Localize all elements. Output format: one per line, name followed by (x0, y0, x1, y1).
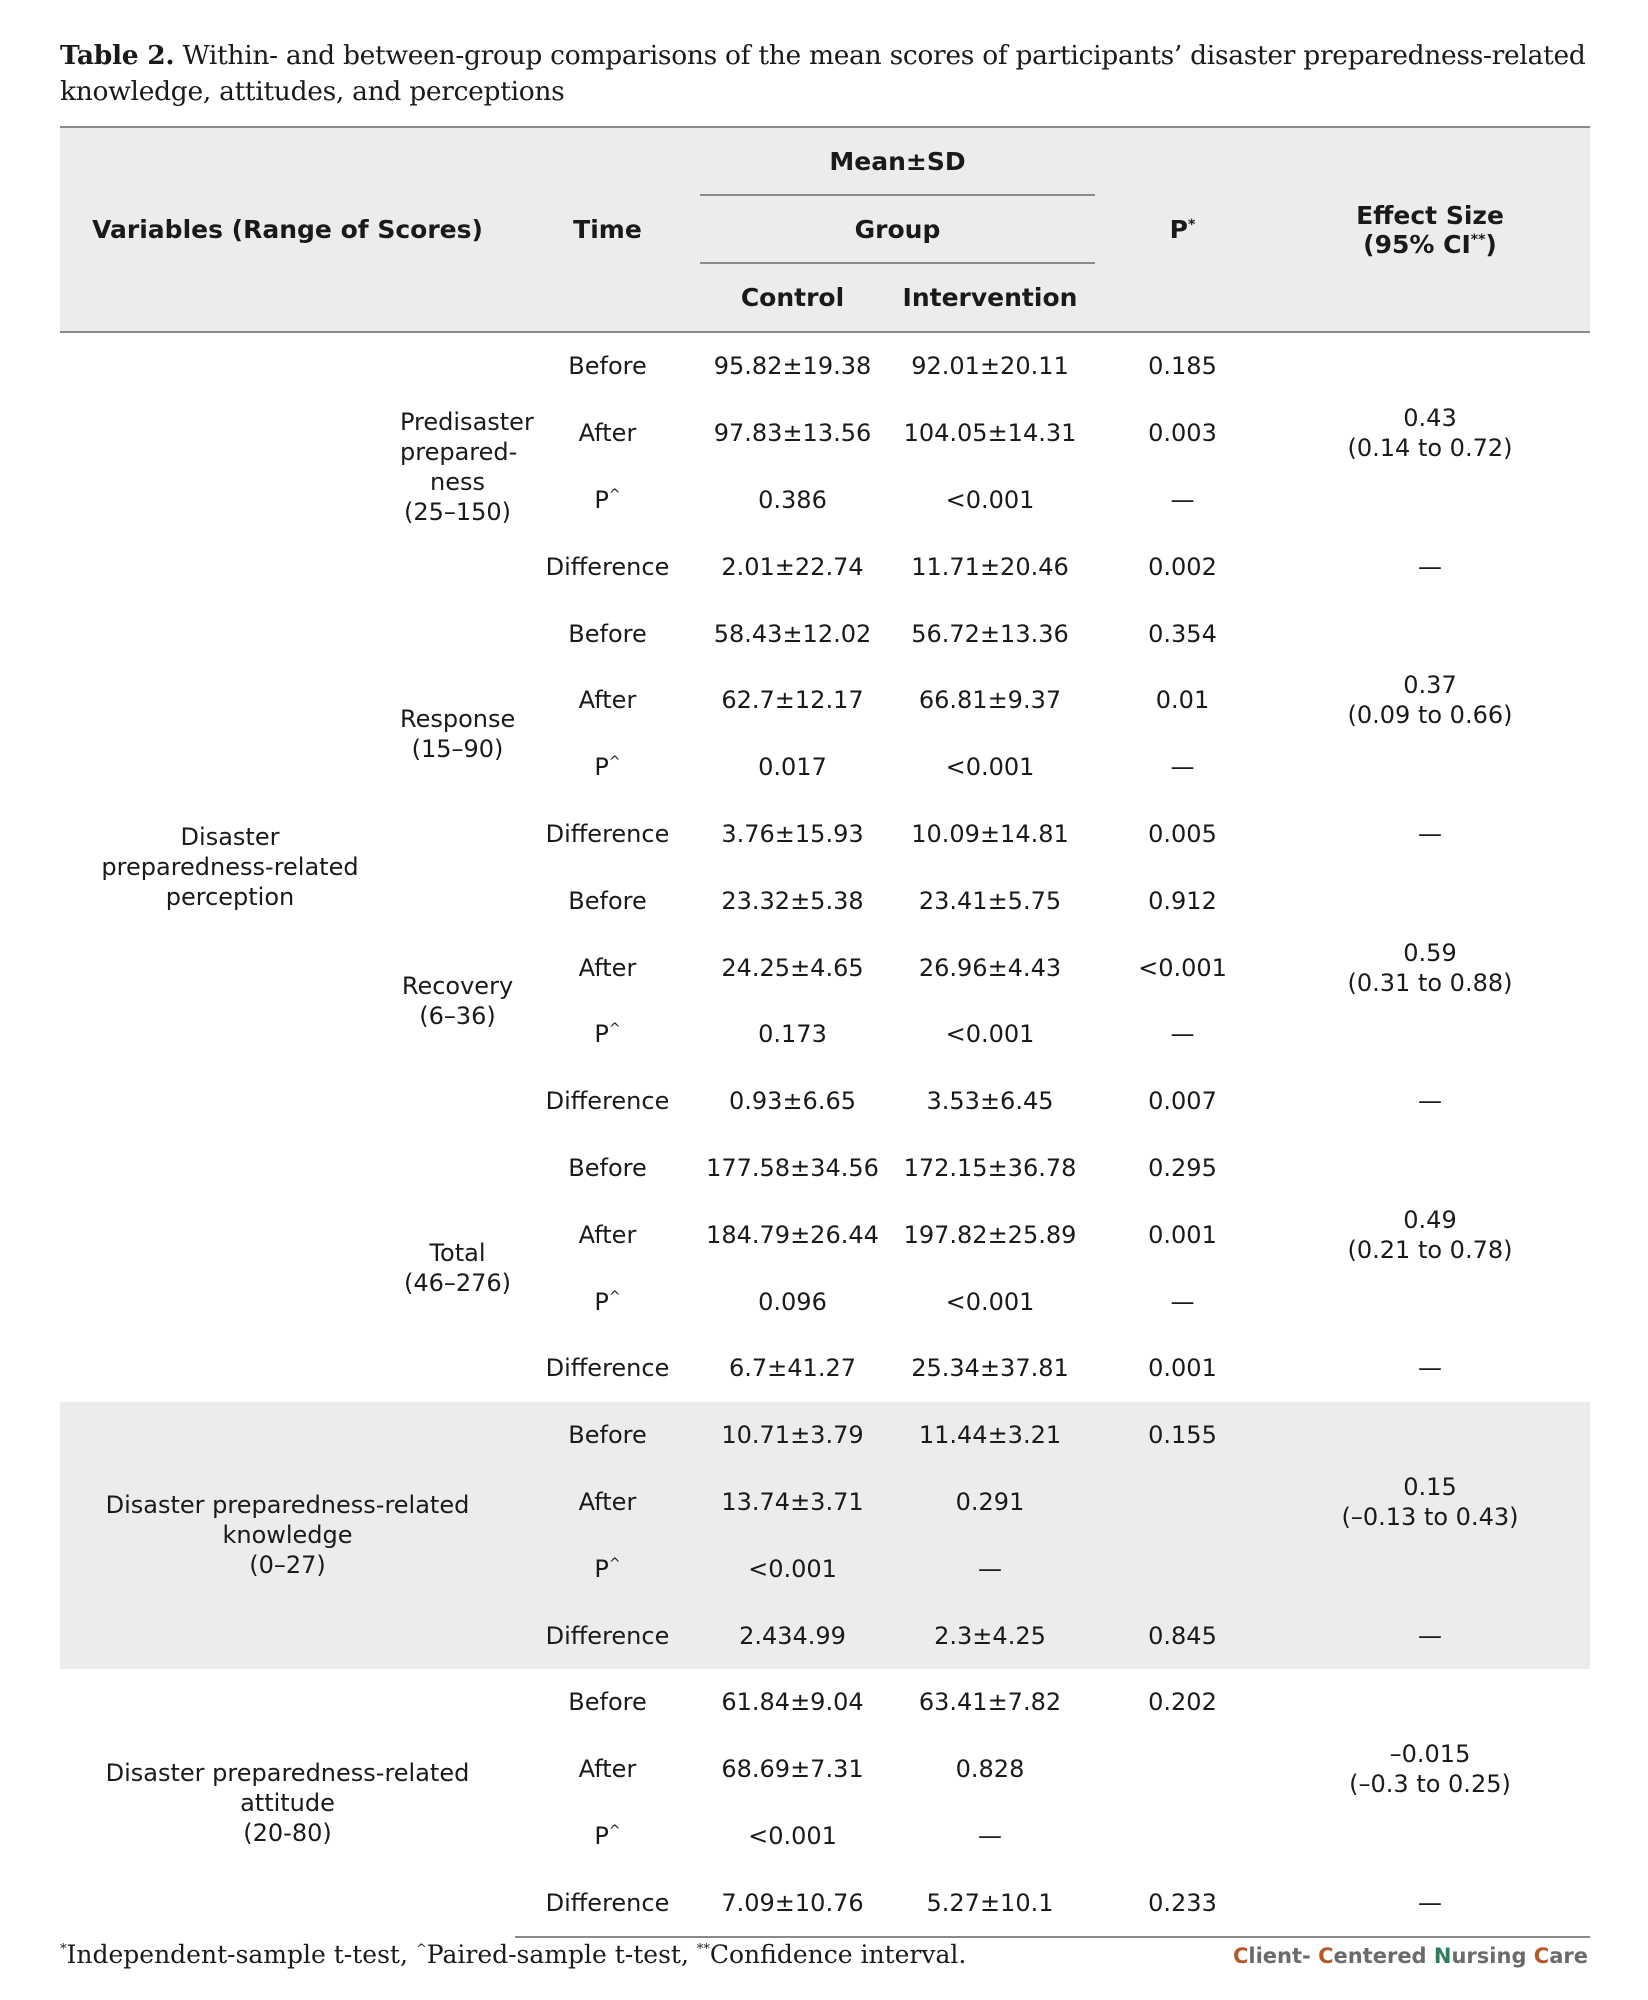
p-value-cell: 0.003 (1148, 419, 1217, 448)
effect-size-ci: (0.31 to 0.88) (1347, 968, 1513, 997)
header-effect-line2 (1270, 230, 1590, 259)
variable-knowledge: Disaster preparedness-related knowledge (0–27) (60, 1402, 515, 1669)
footnote-text-3: Confidence interval. (709, 1940, 967, 1969)
p-value-cell (1095, 1535, 1270, 1602)
header-p-text: P (1169, 215, 1188, 244)
time-cell (515, 1335, 700, 1402)
intervention-cell: <0.001 (945, 753, 1035, 782)
time-label: After (578, 1755, 637, 1784)
effect-size-cell: — (1418, 819, 1442, 848)
control-cell: 0.93±6.65 (729, 1087, 856, 1116)
time-label: P (594, 485, 609, 514)
table-row (60, 1402, 1590, 1469)
effect-size-cell: — (1418, 1354, 1442, 1383)
effect-size-ci: (0.09 to 0.66) (1347, 701, 1513, 730)
time-label: Before (568, 1153, 647, 1182)
sub-variable: Response (15–90) (400, 704, 516, 763)
time-cell (515, 600, 700, 667)
intervention-cell: 11.44±3.21 (885, 1402, 1095, 1469)
header-time: Time (515, 128, 700, 332)
header-effect-line1: Effect Size (1356, 200, 1504, 230)
control-cell: 97.83±13.56 (713, 419, 872, 448)
time-cell (515, 1535, 700, 1602)
p-value-cell: 0.354 (1148, 619, 1217, 648)
time-label: P (594, 753, 609, 782)
header-group: Group (700, 195, 1095, 263)
intervention-cell: 10.09±14.81 (911, 819, 1069, 848)
intervention-cell: 25.34±37.81 (911, 1354, 1069, 1383)
control-cell: 0.096 (758, 1287, 827, 1316)
intervention-cell: 23.41±5.75 (918, 886, 1062, 915)
control-cell: 13.74±3.71 (700, 1469, 885, 1536)
control-cell: 3.76±15.93 (721, 819, 864, 848)
time-cell (515, 734, 700, 801)
table-row (60, 333, 1590, 400)
caption-label: Table 2. (60, 40, 175, 71)
time-cell (515, 1068, 700, 1135)
footnote-mark-3: ** (696, 1942, 710, 1957)
time-label: Difference (545, 819, 670, 848)
sub-variable: Predisaster prepared- ness (25–150) (400, 407, 534, 526)
effect-size-ci: (–0.13 to 0.43) (1341, 1502, 1519, 1531)
p-value-cell: — (1170, 1287, 1195, 1316)
p-value-cell: 0.001 (1148, 1354, 1217, 1383)
effect-size-value: –0.015 (1389, 1740, 1471, 1769)
time-label: P (594, 1821, 609, 1850)
intervention-cell: 26.96±4.43 (918, 953, 1062, 982)
time-label: Difference (545, 552, 670, 581)
time-label: Difference (545, 1087, 670, 1116)
control-cell: 2.434.99 (700, 1602, 885, 1669)
header-effect-mark: ** (1470, 231, 1486, 248)
table-header (60, 128, 1590, 333)
effect-size-cell (1270, 867, 1590, 1067)
p-value-cell: 0.01 (1155, 686, 1210, 715)
intervention-cell: 5.27±10.1 (885, 1869, 1095, 1937)
p-value-cell: — (1170, 753, 1195, 782)
control-cell: 62.7±12.17 (721, 686, 864, 715)
control-cell: 23.32±5.38 (721, 886, 864, 915)
time-label: After (578, 1487, 637, 1516)
header-p (1095, 128, 1270, 332)
effect-size-value: 0.37 (1403, 671, 1457, 700)
control-cell: 10.71±3.79 (700, 1402, 885, 1469)
control-cell: 177.58±34.56 (706, 1153, 879, 1182)
header-intervention: Intervention (885, 263, 1095, 332)
effect-size-value: 0.49 (1403, 1205, 1457, 1234)
p-value-cell: 0.202 (1148, 1688, 1217, 1717)
time-cell (515, 934, 700, 1001)
intervention-cell: 104.05±14.31 (903, 419, 1077, 448)
time-cell (515, 867, 700, 934)
time-cell (515, 1201, 700, 1268)
effect-size-value: 0.15 (1403, 1472, 1457, 1501)
header-variables: Variables (Range of Scores) (60, 128, 515, 332)
control-cell: 6.7±41.27 (729, 1354, 856, 1383)
p-value-cell: 0.155 (1095, 1402, 1270, 1469)
p-value-cell: 0.185 (1148, 352, 1217, 381)
control-cell: 95.82±19.38 (713, 352, 872, 381)
table-body (60, 333, 1590, 1937)
p-value-cell: — (1170, 485, 1195, 514)
intervention-cell: — (885, 1535, 1095, 1602)
time-cell (515, 1869, 700, 1937)
time-cell (515, 1268, 700, 1335)
time-label: P (594, 1554, 609, 1583)
p-value-cell: 0.007 (1148, 1087, 1217, 1116)
p-value-cell: 0.002 (1148, 552, 1217, 581)
table-footnote (60, 1940, 966, 1969)
time-mark: ^ (608, 1555, 621, 1572)
time-cell (515, 533, 700, 600)
intervention-cell: <0.001 (945, 485, 1035, 514)
time-label: Before (568, 1688, 647, 1717)
effect-size-value: 0.59 (1403, 938, 1457, 967)
p-value-cell: — (1170, 1020, 1195, 1049)
effect-size-value: 0.43 (1403, 404, 1457, 433)
p-value-cell: 0.912 (1148, 886, 1217, 915)
time-label: After (578, 1220, 637, 1249)
effect-size-ci: (0.21 to 0.78) (1347, 1235, 1513, 1264)
time-mark: ^ (608, 1822, 621, 1839)
table-row (60, 1669, 1590, 1736)
footnote-text-2: Paired-sample t-test, (426, 1940, 697, 1969)
intervention-cell: <0.001 (945, 1287, 1035, 1316)
table-caption (60, 38, 1596, 110)
time-mark: ^ (608, 1021, 621, 1038)
effect-size-cell: — (1418, 1087, 1442, 1116)
intervention-cell: 2.3±4.25 (885, 1602, 1095, 1669)
intervention-cell: 0.828 (955, 1755, 1025, 1784)
time-label: After (578, 953, 637, 982)
intervention-cell: 11.71±20.46 (911, 552, 1069, 581)
header-effect-close: ) (1485, 229, 1497, 259)
effect-size-cell (1270, 1669, 1590, 1869)
time-cell (515, 1736, 700, 1803)
control-cell: 58.43±12.02 (713, 619, 872, 648)
effect-size-ci: (–0.3 to 0.25) (1349, 1770, 1511, 1799)
header-p-mark: * (1188, 217, 1196, 233)
time-label: Before (568, 619, 647, 648)
time-cell (515, 1469, 700, 1536)
time-cell (515, 667, 700, 734)
effect-size-cell (1270, 333, 1590, 533)
p-value-cell: 0.845 (1095, 1602, 1270, 1669)
header-control: Control (700, 263, 885, 332)
control-cell: 68.69±7.31 (721, 1755, 864, 1784)
intervention-cell: 63.41±7.82 (918, 1688, 1062, 1717)
intervention-cell: — (978, 1821, 1002, 1850)
time-mark: ^ (608, 1288, 621, 1305)
effect-size-cell (1270, 1402, 1590, 1602)
intervention-cell: 197.82±25.89 (903, 1220, 1077, 1249)
p-value-cell (1095, 1469, 1270, 1536)
control-cell: 24.25±4.65 (721, 953, 864, 982)
control-cell: 61.84±9.04 (721, 1688, 864, 1717)
time-mark: ^ (608, 486, 621, 503)
time-label: Difference (545, 1354, 670, 1383)
control-cell: 0.173 (758, 1020, 827, 1049)
control-cell: <0.001 (700, 1535, 885, 1602)
variable-attitude: Disaster preparedness-related attitude (20-80) (105, 1759, 470, 1848)
control-cell: 0.017 (758, 753, 827, 782)
p-value-cell: 0.295 (1148, 1153, 1217, 1182)
time-mark: ^ (608, 754, 621, 771)
time-cell (515, 1001, 700, 1068)
header-mean-sd: Mean±SD (700, 128, 1095, 195)
time-label: P (594, 1020, 609, 1049)
variable-perception: Disaster preparedness-related perception (101, 823, 359, 912)
effect-size-cell: — (1270, 1602, 1590, 1669)
effect-size-cell: — (1418, 552, 1442, 581)
journal-logo: Client- Centered Nursing Care (1232, 1944, 1588, 1968)
intervention-cell: 172.15±36.78 (903, 1153, 1077, 1182)
intervention-cell: 92.01±20.11 (911, 352, 1069, 381)
footnote-mark-1: * (60, 1942, 67, 1957)
time-label: Difference (545, 1888, 670, 1917)
time-label: Difference (545, 1621, 670, 1650)
p-value-cell (1095, 1803, 1270, 1870)
control-cell: 7.09±10.76 (700, 1869, 885, 1937)
effect-size-cell (1270, 1135, 1590, 1335)
time-cell (515, 400, 700, 467)
results-table-wrapper (60, 126, 1590, 1938)
time-label: Before (568, 352, 647, 381)
header-effect-size (1270, 128, 1590, 332)
time-cell (515, 801, 700, 868)
control-cell: 184.79±26.44 (706, 1220, 879, 1249)
p-value-cell: 0.005 (1148, 819, 1217, 848)
time-cell (515, 1135, 700, 1202)
p-value-cell: 0.001 (1148, 1220, 1217, 1249)
header-effect-ci: (95% CI (1363, 229, 1471, 259)
time-label: P (594, 1287, 609, 1316)
time-label: After (578, 419, 637, 448)
intervention-cell: 56.72±13.36 (911, 619, 1069, 648)
results-table (60, 128, 1590, 1938)
time-cell (515, 333, 700, 400)
intervention-cell: 0.291 (885, 1469, 1095, 1536)
time-label: After (578, 686, 637, 715)
p-value-cell: 0.233 (1095, 1869, 1270, 1937)
control-cell: <0.001 (748, 1821, 837, 1850)
time-cell (515, 467, 700, 534)
control-cell: 0.386 (758, 485, 827, 514)
effect-size-ci: (0.14 to 0.72) (1347, 434, 1513, 463)
time-cell (515, 1602, 700, 1669)
time-cell (515, 1669, 700, 1736)
intervention-cell: 3.53±6.45 (926, 1087, 1054, 1116)
intervention-cell: <0.001 (945, 1020, 1035, 1049)
sub-variable: Recovery (6–36) (401, 971, 514, 1030)
p-value-cell (1095, 1736, 1270, 1803)
intervention-cell: 66.81±9.37 (918, 686, 1062, 715)
time-cell (515, 1803, 700, 1870)
effect-size-cell (1270, 600, 1590, 800)
time-label: Before (568, 1421, 647, 1450)
control-cell: 2.01±22.74 (721, 552, 864, 581)
p-value-cell: <0.001 (1138, 953, 1227, 982)
time-cell (515, 1402, 700, 1469)
footnote-text-1: Independent-sample t-test, (66, 1940, 416, 1969)
footnote-mark-2: ^ (415, 1942, 427, 1957)
time-label: Before (568, 886, 647, 915)
sub-variable: Total (46–276) (403, 1239, 512, 1298)
effect-size-cell: — (1270, 1869, 1590, 1937)
caption-text: Within- and between-group comparisons of the mean scores of participants’ disaster preparedness-related knowledge, attitudes, and perceptions (60, 40, 1586, 107)
